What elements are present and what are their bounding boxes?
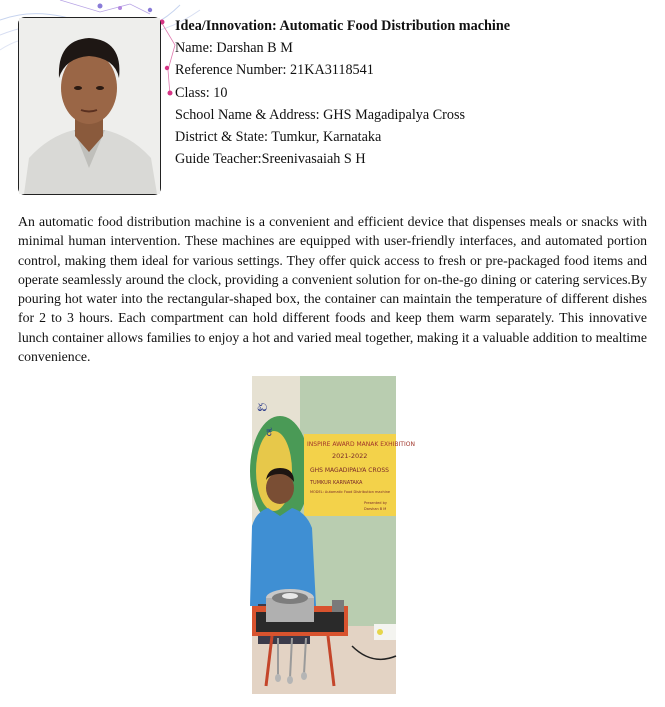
student-name: Name: Darshan B M (175, 40, 293, 57)
project-description: An automatic food distribution machine is a convenient and efficient device that dispenses meals or snacks with minimal human intervention. These machines are equipped with user-friendly interfaces, and automated portion control, making them ideal for various settings. They offer quick access to fresh or pre-packaged food items and operate seamlessly around the clock, providing a convenient solution for on-the-go dining or catering services.By pouring hot water into the rectangular-shaped box, the container can maintain the temperature of different dishes for 2 to 3 hours. Each compartment can hold different foods and keep them warm separately. This innovative lunch container allows families to enjoy a hot and varied meal together, making it a valuable addition to mealtime convenience. (18, 214, 647, 365)
banner-line-1: INSPIRE AWARD MANAK EXHIBITION (307, 441, 415, 448)
svg-text:ಏ: ಏ (257, 396, 268, 415)
student-portrait-photo (18, 17, 161, 195)
school-name-address: School Name & Address: GHS Magadipalya Cross (175, 106, 466, 123)
student-class: Class: 10 (175, 84, 228, 101)
banner-line-6: Presented by (364, 501, 387, 505)
banner-line-7: Darshan B M (364, 507, 387, 511)
reference-number: Reference Number: 21KA3118541 (175, 62, 374, 79)
project-title: Idea/Innovation: Automatic Food Distribution machine (175, 18, 511, 34)
svg-text:ಕ: ಕ (266, 424, 273, 440)
district-state: District & State: Tumkur, Karnataka (175, 129, 382, 146)
student-info-block (175, 15, 510, 170)
banner-line-4: TUMKUR KARNATAKA (310, 480, 363, 486)
banner-line-5: MODEL: Automatic Food Distribution machine (310, 490, 391, 494)
exhibition-photo (252, 376, 415, 694)
banner-line-3: GHS MAGADIPALYA CROSS (310, 467, 389, 474)
guide-teacher: Guide Teacher:Sreenivasaiah S H (175, 151, 366, 168)
banner-line-2: 2021-2022 (332, 452, 368, 460)
